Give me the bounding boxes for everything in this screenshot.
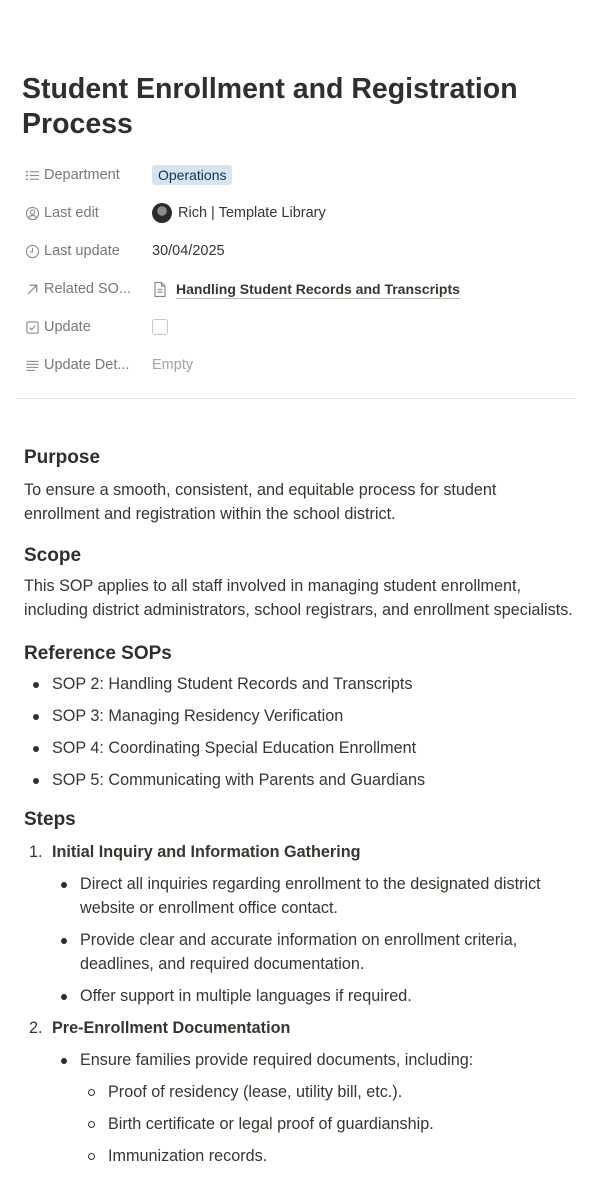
- step-title: Pre-Enrollment Documentation: [52, 1019, 291, 1037]
- list-item: Provide clear and accurate information on enrollment criteria, deadlines, and required documentation.: [52, 924, 576, 980]
- property-key-related-sop: [24, 281, 144, 297]
- list-item: SOP 2: Handling Student Records and Transcripts: [24, 668, 576, 700]
- property-label: Department: [44, 167, 120, 183]
- property-update-details[interactable]: [18, 346, 578, 384]
- related-sop-link[interactable]: Handling Student Records and Transcripts: [176, 280, 460, 297]
- property-label: Related SO...: [44, 281, 132, 297]
- divider: [17, 398, 576, 399]
- step-title: Initial Inquiry and Information Gathering: [52, 843, 361, 861]
- step-bullets: [52, 868, 576, 1012]
- property-key-department: [24, 167, 144, 183]
- steps-heading: Steps: [24, 809, 76, 830]
- last-update-date: 30/04/2025: [152, 243, 225, 259]
- list-item: SOP 3: Managing Residency Verification: [24, 700, 576, 732]
- property-key-update-details: [24, 357, 144, 373]
- list-icon: [24, 167, 40, 183]
- editor-name: Rich | Template Library: [178, 205, 326, 221]
- step-number: 2.: [29, 1019, 43, 1037]
- property-key-update: [24, 319, 144, 335]
- list-item: Proof of residency (lease, utility bill, etc.).: [80, 1076, 576, 1108]
- property-value-last-edit[interactable]: [152, 203, 326, 223]
- step-item: [24, 836, 576, 1012]
- arrow-up-right-icon: [24, 281, 40, 297]
- scope-text: This SOP applies to all staff involved in managing student enrollment, including district administrators, school registrars, and enrollment specialists.: [24, 577, 573, 619]
- document-body: [24, 444, 576, 1176]
- empty-placeholder: Empty: [152, 357, 194, 373]
- steps-list: [24, 836, 576, 1176]
- property-department[interactable]: [18, 156, 578, 194]
- steps-section: [24, 806, 576, 1176]
- document-icon: [152, 281, 168, 298]
- property-key-last-update: [24, 243, 144, 259]
- text-lines-icon: [24, 357, 40, 373]
- property-value-update-details[interactable]: [152, 357, 193, 373]
- list-item: SOP 5: Communicating with Parents and Guardians: [24, 764, 576, 796]
- reference-list: [24, 668, 576, 796]
- property-value-related-sop[interactable]: [152, 280, 460, 299]
- reference-heading: Reference SOPs: [24, 643, 172, 664]
- list-item: Offer support in multiple languages if required.: [52, 980, 576, 1012]
- purpose-heading: Purpose: [24, 447, 101, 468]
- property-update[interactable]: [18, 308, 578, 346]
- purpose-text: To ensure a smooth, consistent, and equitable process for student enrollment and registration within the school district.: [24, 481, 497, 523]
- list-item: Direct all inquiries regarding enrollment to the designated district website or enrollment office contact.: [52, 868, 576, 924]
- user-circle-icon: [24, 205, 40, 221]
- scope-heading: Scope: [24, 545, 82, 566]
- purpose-section: [24, 444, 576, 526]
- property-related-sop[interactable]: [18, 270, 578, 308]
- avatar: [152, 203, 172, 223]
- list-item: SOP 4: Coordinating Special Education Enrollment: [24, 732, 576, 764]
- property-last-update[interactable]: [18, 232, 578, 270]
- property-value-last-update[interactable]: [152, 243, 225, 259]
- clock-icon: [24, 243, 40, 259]
- property-key-last-edit: [24, 205, 144, 221]
- properties-panel: [18, 156, 578, 384]
- sub-bullets: [52, 1076, 576, 1172]
- property-label: Update Det...: [44, 357, 130, 373]
- update-checkbox[interactable]: [152, 319, 168, 335]
- page-title: Student Enrollment and Registration Process: [22, 73, 518, 140]
- scope-section: [24, 542, 576, 622]
- list-item-text: Ensure families provide required documents, including:: [80, 1051, 474, 1069]
- property-label: Update: [44, 319, 91, 335]
- step-number: 1.: [29, 843, 43, 861]
- property-label: Last edit: [44, 205, 99, 221]
- property-value-update[interactable]: [152, 319, 168, 335]
- property-last-edit[interactable]: [18, 194, 578, 232]
- step-bullets: [52, 1044, 576, 1176]
- step-item: [24, 1012, 576, 1176]
- list-item: [52, 1044, 576, 1176]
- list-item: Immunization records.: [80, 1140, 576, 1172]
- property-value-department[interactable]: [152, 165, 232, 185]
- reference-section: [24, 640, 576, 796]
- property-label: Last update: [44, 243, 120, 259]
- list-item: Birth certificate or legal proof of guardianship.: [80, 1108, 576, 1140]
- department-tag[interactable]: Operations: [152, 165, 232, 185]
- checkbox-icon: [24, 319, 40, 335]
